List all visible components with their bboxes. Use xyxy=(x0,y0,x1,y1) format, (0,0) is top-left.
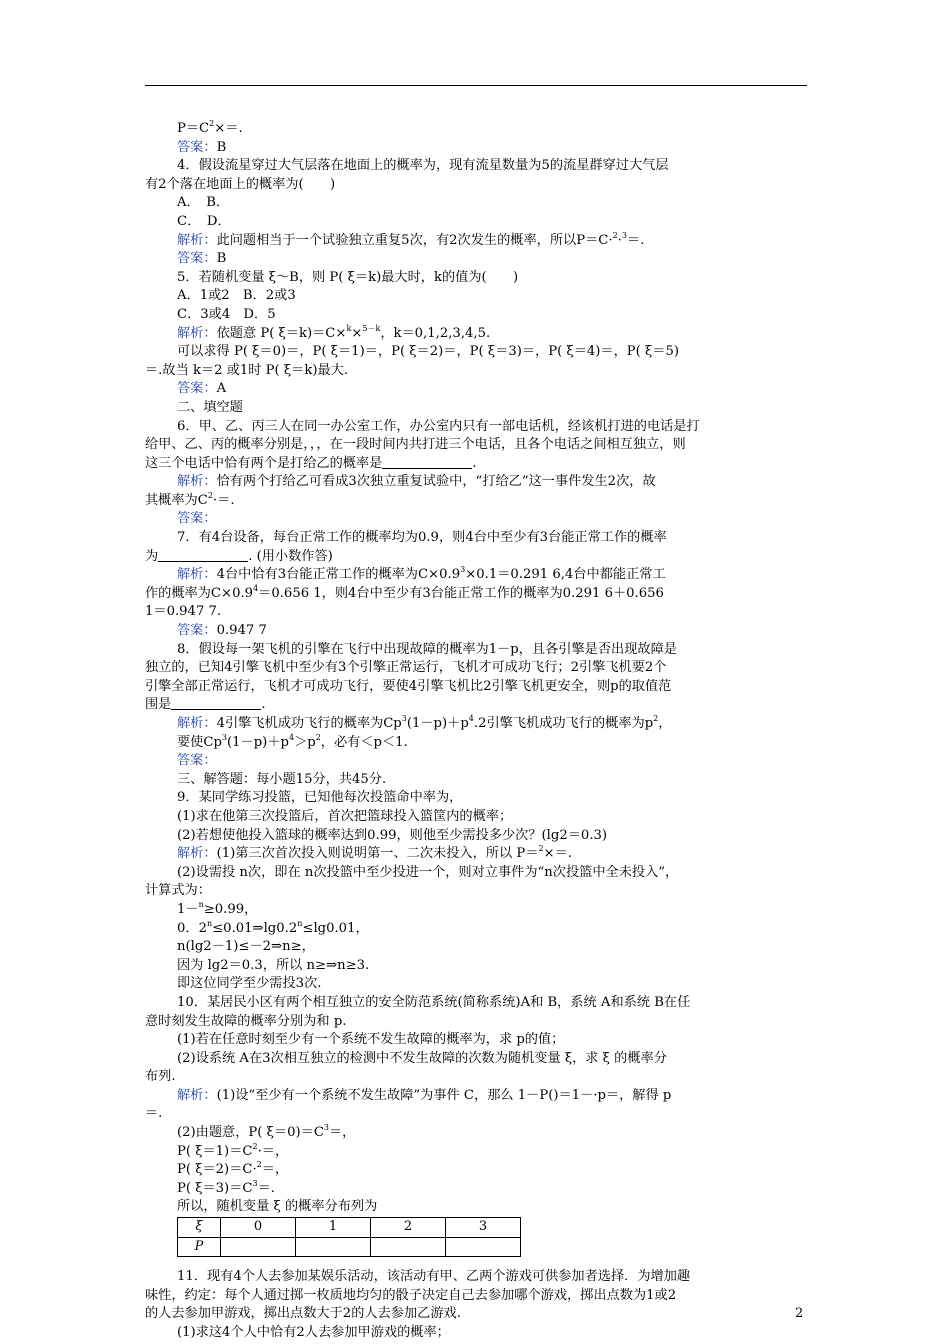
table-cell xyxy=(446,1237,521,1257)
q10-solution-line4: P( $\xi=3)=C^3=$. xyxy=(177,1178,275,1196)
q4-answer: 答案：B xyxy=(177,251,227,267)
table-cell: 2 xyxy=(371,1218,446,1238)
table-cell: ξ xyxy=(178,1218,221,1238)
q11-stem-line1: 11．现有4个人去参加某娱乐活动，该活动有甲、乙两个游戏可供参加者选择．为增加趣 xyxy=(177,1269,691,1285)
q10-part2-line2: 布列. xyxy=(145,1069,176,1085)
q6-answer-blank xyxy=(382,456,472,469)
q4-stem-line2: 有2个落在地面上的概率为( ) xyxy=(145,176,336,192)
q4-stem-line1: 4．假设流星穿过大气层落在地面上的概率为，现有流星数量为5的流星群穿过大气层 xyxy=(177,158,669,174)
q3-answer: 答案：B xyxy=(177,139,227,155)
q9-stem: 9．某同学练习投篮，已知他每次投篮命中率为， xyxy=(177,790,463,806)
q7-stem-line1: 7．有4台设备，每台正常工作的概率均为0.9，则4台中至少有3台能正常工作的概率 xyxy=(177,530,667,546)
q7-answer: 答案：0.947 7 xyxy=(177,623,267,639)
q9-part1: (1)求在他第三次投篮后，首次把篮球投入篮筐内的概率； xyxy=(177,808,513,824)
distribution-table xyxy=(177,1217,521,1257)
q9-analysis: 解析：(1)第三次首次投入则说明第一、二次未投入，所以 P＝$^2$×＝. xyxy=(177,844,572,862)
table-cell xyxy=(296,1237,371,1257)
q9-solution-line7: 即这位同学至少需投3次. xyxy=(177,976,322,992)
q8-analysis: 解析：4引擎飞机成功飞行的概率为$Cp^3(1-p)+p^4.2$引擎飞机成功飞行的概率为$p^2$， xyxy=(177,714,672,731)
q7-analysis-line2: 作的概率为$C\times 0.9^4=0.656$ 1，则4台中至少有3台能正常工作的概率为0.291 6＋0.656 xyxy=(145,583,664,601)
q8-answer-blank xyxy=(171,697,261,710)
section-fill-in-heading: 二、填空题 xyxy=(177,399,243,415)
q8-analysis-line2: 要使$Cp^3(1-p)+p^4>p^2$，必有＜p＜1. xyxy=(177,732,408,750)
q6-answer: 答案： xyxy=(177,511,217,527)
q6-stem-line3: 这三个电话中恰有两个是打给乙的概率是 . xyxy=(145,455,477,471)
q5-options-cd: C．3或4 D．5 xyxy=(177,306,276,322)
q7-answer-blank xyxy=(158,549,248,562)
q8-answer: 答案： xyxy=(177,753,217,769)
section-solve-heading: 三、解答题：每小题15分，共45分. xyxy=(177,771,387,787)
page-body xyxy=(145,120,807,1343)
q10-stem-line2: 意时刻发生故障的概率分别为和 p. xyxy=(145,1013,347,1029)
q9-solution-line6: 因为 lg2＝0.3，所以 n≥⇒n≥3. xyxy=(177,957,370,973)
q10-solution-line2: P( $\xi=1)=C^2\cdot=$， xyxy=(177,1141,289,1159)
q10-analysis-line2: ＝. xyxy=(145,1106,163,1122)
q5-options-ab: A．1或2 B．2或3 xyxy=(177,288,296,304)
header-rule xyxy=(145,85,807,86)
q6-stem-line1: 6．甲、乙、丙三人在同一办公室工作，办公室内只有一部电话机，经该机打进的电话是打 xyxy=(177,418,700,434)
q10-part2: (2)设系统 A在3次相互独立的检测中不发生故障的次数为随机变量 ξ，求 ξ 的概率分 xyxy=(177,1050,667,1066)
q10-solution-line1: (2)由题意，P( $\xi=0)=C^3=$， xyxy=(177,1123,356,1141)
q9-solution-line1: (2)设需投 n次，即在 n次投篮中至少投进一个，则对立事件为“n次投篮中全未投入”， xyxy=(177,864,679,880)
q11-stem-line2: 味性，约定：每个人通过掷一枚质地均匀的骰子决定自己去参加哪个游戏，掷出点数为1或2 xyxy=(145,1287,677,1303)
q9-solution-line3: 1－$^n$≥0.99， xyxy=(177,899,258,917)
q5-stem: 5．若随机变量 ξ～B，则 P( ξ＝k)最大时，k的值为( ) xyxy=(177,269,519,285)
table-cell xyxy=(221,1237,296,1257)
q6-analysis: 解析：恰有两个打给乙可看成3次独立重复试验中，“打给乙”这一事件发生2次，故 xyxy=(177,474,656,490)
q4-options-ab: A． B． xyxy=(177,195,230,211)
q3-formula: $P=C^2\times=$. xyxy=(177,119,243,136)
q9-part2: (2)若想使他投入篮球的概率达到0.99，则他至少需投多少次？(lg2＝0.3) xyxy=(177,827,608,843)
q10-part1: (1)若在任意时刻至少有一个系统不发生故障的概率为，求 p的值； xyxy=(177,1032,565,1048)
table-row xyxy=(178,1218,521,1238)
q5-answer: 答案：A xyxy=(177,381,227,397)
table-cell: P xyxy=(178,1237,221,1257)
q11-part1: (1)求这4个人中恰有2人去参加甲游戏的概率； xyxy=(177,1325,450,1340)
q9-solution-line5: n(lg2－1)≤－2⇒n≥， xyxy=(177,939,315,955)
table-cell xyxy=(371,1237,446,1257)
q8-stem-line2: 独立的，已知4引擎飞机中至少有3个引擎正常运行，飞机才可成功飞行；2引擎飞机要2个 xyxy=(145,660,667,676)
q10-solution-line5: 所以，随机变量 ξ 的概率分布列为 xyxy=(177,1199,378,1215)
table-cell: 3 xyxy=(446,1218,521,1238)
q5-analysis: 解析：依题意 P( ξ＝k)＝C×$^k$×$^{5-k}$，k＝0,1,2,3,4,5. xyxy=(177,323,491,341)
q7-analysis-line3: 1＝0.947 7. xyxy=(145,604,222,620)
q5-analysis-line2: 可以求得 P( ξ＝0)＝，P( ξ＝1)＝，P( ξ＝2)＝，P( ξ＝3)＝，P( ξ＝4)＝，P( ξ＝5) xyxy=(177,344,679,360)
q9-solution-line2: 计算式为： xyxy=(145,883,211,899)
q5-analysis-line3: ＝.故当 k＝2 或1时 P( ξ＝k)最大. xyxy=(145,362,349,378)
table-row xyxy=(178,1237,521,1257)
table-cell: 1 xyxy=(296,1218,371,1238)
q8-stem-line3: 引擎全部正常运行，飞机才可成功飞行，要使4引擎飞机比2引擎飞机更安全，则p的取值范 xyxy=(145,678,672,694)
q6-analysis-line2: 其概率为$C^2\cdot=$. xyxy=(145,490,235,508)
q10-solution-line3: P( ξ＝2)＝C·$^2$＝， xyxy=(177,1160,289,1178)
q8-stem-line1: 8．假设每一架飞机的引擎在飞行中出现故障的概率为1－p，且各引擎是否出现故障是 xyxy=(177,641,677,657)
q11-stem-line3: 的人去参加甲游戏，掷出点数大于2的人去参加乙游戏. xyxy=(145,1306,461,1322)
q7-stem-line2: 为 . (用小数作答) xyxy=(145,548,333,564)
q9-solution-line4: 0．$2^n\le 0.01\Rightarrow\lg 0.2^n\le\lg 0.01$， xyxy=(177,918,369,936)
q8-stem-line4: 围是 . xyxy=(145,697,266,713)
page-number: 2 xyxy=(795,1306,804,1321)
q6-stem-line2: 给甲、乙、丙的概率分别是，，，在一段时间内共打进三个电话，且各个电话之间相互独立，则 xyxy=(145,437,686,453)
q4-options-cd: C． D． xyxy=(177,213,231,229)
q7-analysis: 解析：4台中恰有3台能正常工作的概率为$C\times 0.9^3\times 0.1=0.291$ 6,4台中都能正常工 xyxy=(177,565,666,583)
q10-stem-line1: 10．某居民小区有两个相互独立的安全防范系统(简称系统)A和 B，系统 A和系统 B在任 xyxy=(177,994,691,1010)
table-cell: 0 xyxy=(221,1218,296,1238)
q4-analysis: 解析：此问题相当于一个试验独立重复5次，有2次发生的概率，所以P＝C·$^2$·$^3$＝. xyxy=(177,230,645,248)
q10-analysis: 解析：(1)设“至少有一个系统不发生故障”为事件 C，那么 1－P()＝1－·p＝，解得 p xyxy=(177,1087,672,1103)
